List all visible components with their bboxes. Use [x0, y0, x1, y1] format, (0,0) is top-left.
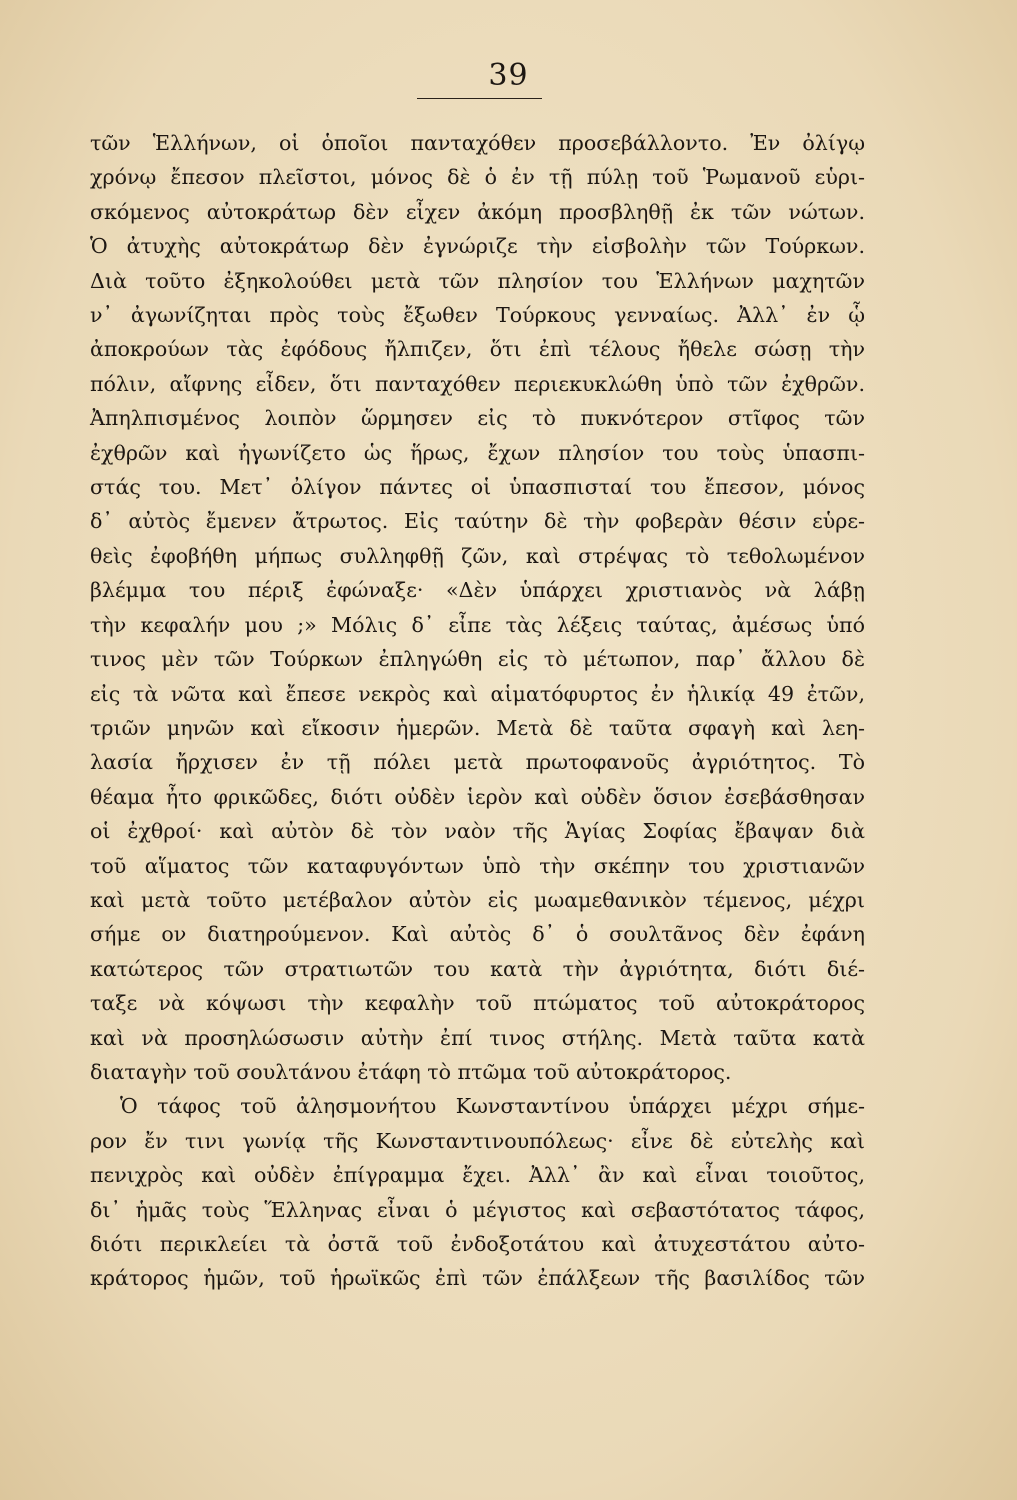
text-line: διαταγὴν τοῦ σουλτάνου ἐτάφη τὸ πτῶμα τοῦ αὐτοκράτορος.: [90, 1059, 732, 1084]
text-line: οἱ ἐχθροί· καὶ αὐτὸν δὲ τὸν ναὸν τῆς Ἁγίας Σοφίας ἔβαψαν διὰ: [90, 819, 865, 844]
text-line: καὶ μετὰ τοῦτο μετέβαλον αὐτὸν εἰς μωαμεθανικὸν τέμενος, μέχρι: [90, 887, 865, 912]
text-line: καὶ νὰ προσηλώσωσιν αὐτὴν ἐπί τινος στήλης. Μετὰ ταῦτα κατὰ: [90, 1025, 865, 1050]
text-line: στάς του. Μετ᾽ ὀλίγον πάντες οἱ ὑπασπισταί του ἔπεσον, μόνος: [90, 475, 865, 500]
text-line: λασία ἤρχισεν ἐν τῇ πόλει μετὰ πρωτοφανοῦς ἀγριότητος. Τὸ: [90, 750, 865, 775]
text-line: τριῶν μηνῶν καὶ εἴκοσιν ἡμερῶν. Μετὰ δὲ ταῦτα σφαγὴ καὶ λεη-: [90, 715, 865, 740]
text-line: Ὁ τάφος τοῦ ἀλησμονήτου Κωνσταντίνου ὑπάρχει μέχρι σήμε-: [120, 1094, 865, 1119]
text-line: πόλιν, αἴφνης εἶδεν, ὅτι πανταχόθεν περιεκυκλώθη ὑπὸ τῶν ἐχθρῶν.: [90, 371, 865, 396]
text-line: τῶν Ἑλλήνων, οἱ ὁποῖοι πανταχόθεν προσεβάλλοντο. Ἐν ὀλίγῳ: [90, 131, 865, 155]
page-number: 39: [488, 58, 529, 93]
text-line: σήμε ον διατηρούμενον. Καὶ αὐτὸς δ᾽ ὁ σουλτᾶνος δὲν ἐφάνη: [90, 922, 865, 947]
text-line: Ὁ ἀτυχὴς αὐτοκράτωρ δὲν ἐγνώριζε τὴν εἰσβολὴν τῶν Τούρκων.: [90, 234, 865, 259]
header-rule: [417, 98, 542, 99]
text-line: Ἀπηλπισμένος λοιπὸν ὥρμησεν εἰς τὸ πυκνότερον στῖφος τῶν: [90, 406, 865, 431]
text-line: δ᾽ αὐτὸς ἔμενεν ἄτρωτος. Εἰς ταύτην δὲ τὴν φοβερὰν θέσιν εὑρε-: [90, 509, 865, 534]
text-line: εἰς τὰ νῶτα καὶ ἔπεσε νεκρὸς καὶ αἱματόφυρτος ἐν ἡλικίᾳ 49 ἐτῶν,: [90, 681, 865, 706]
text-line: σκόμενος αὐτοκράτωρ δὲν εἶχεν ἀκόμη προσβληθῇ ἐκ τῶν νώτων.: [90, 199, 865, 224]
text-line: ἀποκρούων τὰς ἐφόδους ἤλπιζεν, ὅτι ἐπὶ τέλους ἤθελε σώσῃ τὴν: [90, 337, 865, 362]
text-line: θέαμα ἦτο φρικῶδες, διότι οὐδὲν ἱερὸν καὶ οὐδὲν ὅσιον ἐσεβάσθησαν: [90, 784, 865, 809]
text-line: πενιχρὸς καὶ οὐδὲν ἐπίγραμμα ἔχει. Ἀλλ᾽ ἂν καὶ εἶναι τοιοῦτος,: [90, 1163, 865, 1188]
text-line: ἐχθρῶν καὶ ἠγωνίζετο ὡς ἥρως, ἔχων πλησίον του τοὺς ὑπασπι-: [90, 440, 865, 465]
text-line: χρόνῳ ἔπεσον πλεῖστοι, μόνος δὲ ὁ ἐν τῇ πύλῃ τοῦ Ῥωμανοῦ εὑρι-: [90, 165, 865, 190]
text-line: βλέμμα του πέριξ ἐφώναξε· «Δὲν ὑπάρχει χριστιανὸς νὰ λάβῃ: [90, 578, 865, 603]
text-line: δι᾽ ἡμᾶς τοὺς Ἕλληνας εἶναι ὁ μέγιστος καὶ σεβαστότατος τάφος,: [90, 1197, 865, 1222]
text-line: κράτορος ἡμῶν, τοῦ ἡρωϊκῶς ἐπὶ τῶν ἐπάλξεων τῆς βασιλίδος τῶν: [90, 1266, 865, 1291]
text-line: ν᾽ ἀγωνίζηται πρὸς τοὺς ἔξωθεν Τούρκους γενναίως. Ἀλλ᾽ ἐν ᾧ: [90, 303, 865, 328]
text-line: ρον ἔν τινι γωνίᾳ τῆς Κωνσταντινουπόλεως· εἶνε δὲ εὐτελὴς καὶ: [90, 1128, 865, 1153]
text-line: τινος μὲν τῶν Τούρκων ἐπληγώθη εἰς τὸ μέτωπον, παρ᾽ ἄλλου δὲ: [90, 647, 865, 672]
text-line: τοῦ αἵματος τῶν καταφυγόντων ὑπὸ τὴν σκέπην του χριστιανῶν: [90, 853, 865, 878]
text-line: Διὰ τοῦτο ἐξηκολούθει μετὰ τῶν πλησίον του Ἑλλήνων μαχητῶν: [90, 268, 865, 293]
text-line: κατώτερος τῶν στρατιωτῶν του κατὰ τὴν ἀγριότητα, διότι διέ-: [90, 956, 865, 981]
body-text: [90, 126, 865, 1296]
text-line: ταξε νὰ κόψωσι τὴν κεφαλὴν τοῦ πτώματος τοῦ αὐτοκράτορος: [90, 991, 865, 1016]
text-line: τὴν κεφαλήν μου ;» Μόλις δ᾽ εἶπε τὰς λέξεις ταύτας, ἀμέσως ὑπό: [90, 612, 865, 637]
text-line: διότι περικλείει τὰ ὀστᾶ τοῦ ἐνδοξοτάτου καὶ ἀτυχεστάτου αὐτο-: [90, 1232, 865, 1256]
text-line: θεὶς ἐφοβήθη μήπως συλληφθῇ ζῶν, καὶ στρέψας τὸ τεθολωμένον: [90, 543, 865, 568]
